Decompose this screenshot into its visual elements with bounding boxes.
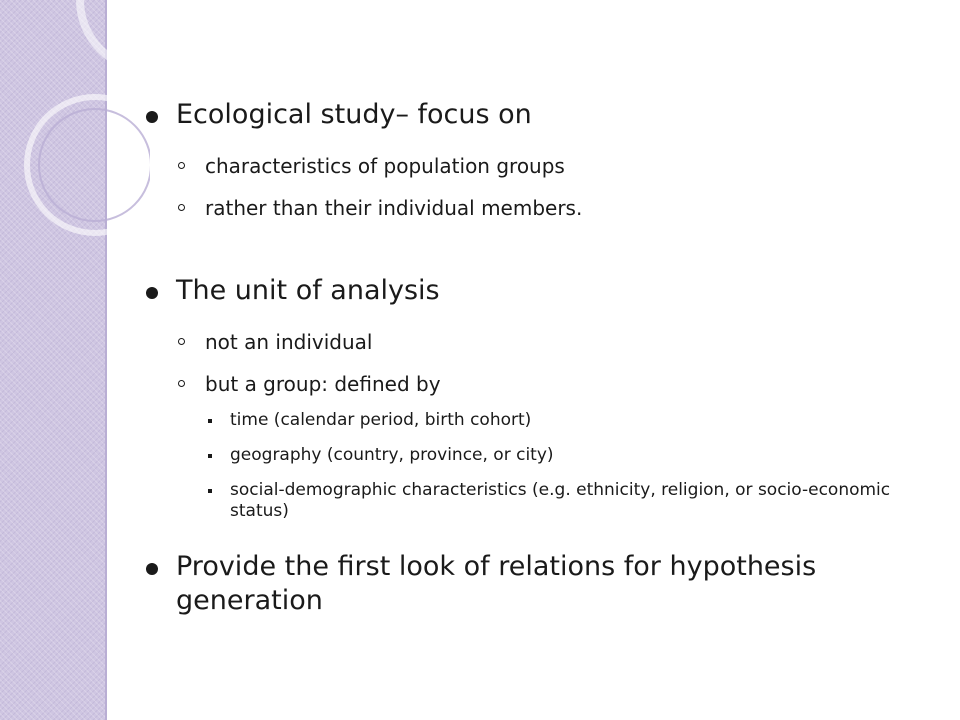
hollow-bullet-icon <box>178 204 185 211</box>
sub-bullet <box>146 372 906 396</box>
filled-bullet-icon <box>146 111 158 123</box>
sub-sub-bullet-text: time (calendar period, birth cohort) <box>230 410 532 430</box>
sub-bullet <box>146 330 906 354</box>
bullet-ecological-study <box>146 98 906 132</box>
sub-sub-bullet-text: social-demographic characteristics (e.g. ethnicity, religion, or socio-economic status) <box>230 480 891 521</box>
sub-bullet <box>146 154 906 178</box>
sub-bullet-text: characteristics of population groups <box>205 154 565 178</box>
sub-bullet <box>146 196 906 220</box>
decorative-rings <box>0 0 150 260</box>
hollow-bullet-icon <box>178 338 185 345</box>
sub-bullet-text: not an individual <box>205 330 373 354</box>
sub-sub-bullet <box>146 480 906 522</box>
filled-bullet-icon <box>146 563 158 575</box>
sub-bullet-text: rather than their individual members. <box>205 196 583 220</box>
slide-content <box>146 98 906 618</box>
bullet-text: Provide the first look of relations for hypothesis generation <box>176 551 817 616</box>
bullet-text: Ecological study– focus on <box>176 99 532 130</box>
sub-sub-bullet <box>146 410 906 431</box>
square-bullet-icon <box>208 419 212 423</box>
bullet-hypothesis-generation <box>146 550 906 618</box>
filled-bullet-icon <box>146 287 158 299</box>
sub-bullet-text: but a group: defined by <box>205 372 441 396</box>
square-bullet-icon <box>208 454 212 458</box>
bullet-text: The unit of analysis <box>176 275 440 306</box>
hollow-bullet-icon <box>178 162 185 169</box>
hollow-bullet-icon <box>178 380 185 387</box>
square-bullet-icon <box>208 489 212 493</box>
bullet-unit-of-analysis <box>146 274 906 308</box>
sub-sub-bullet-text: geography (country, province, or city) <box>230 445 554 465</box>
sub-sub-bullet <box>146 445 906 466</box>
